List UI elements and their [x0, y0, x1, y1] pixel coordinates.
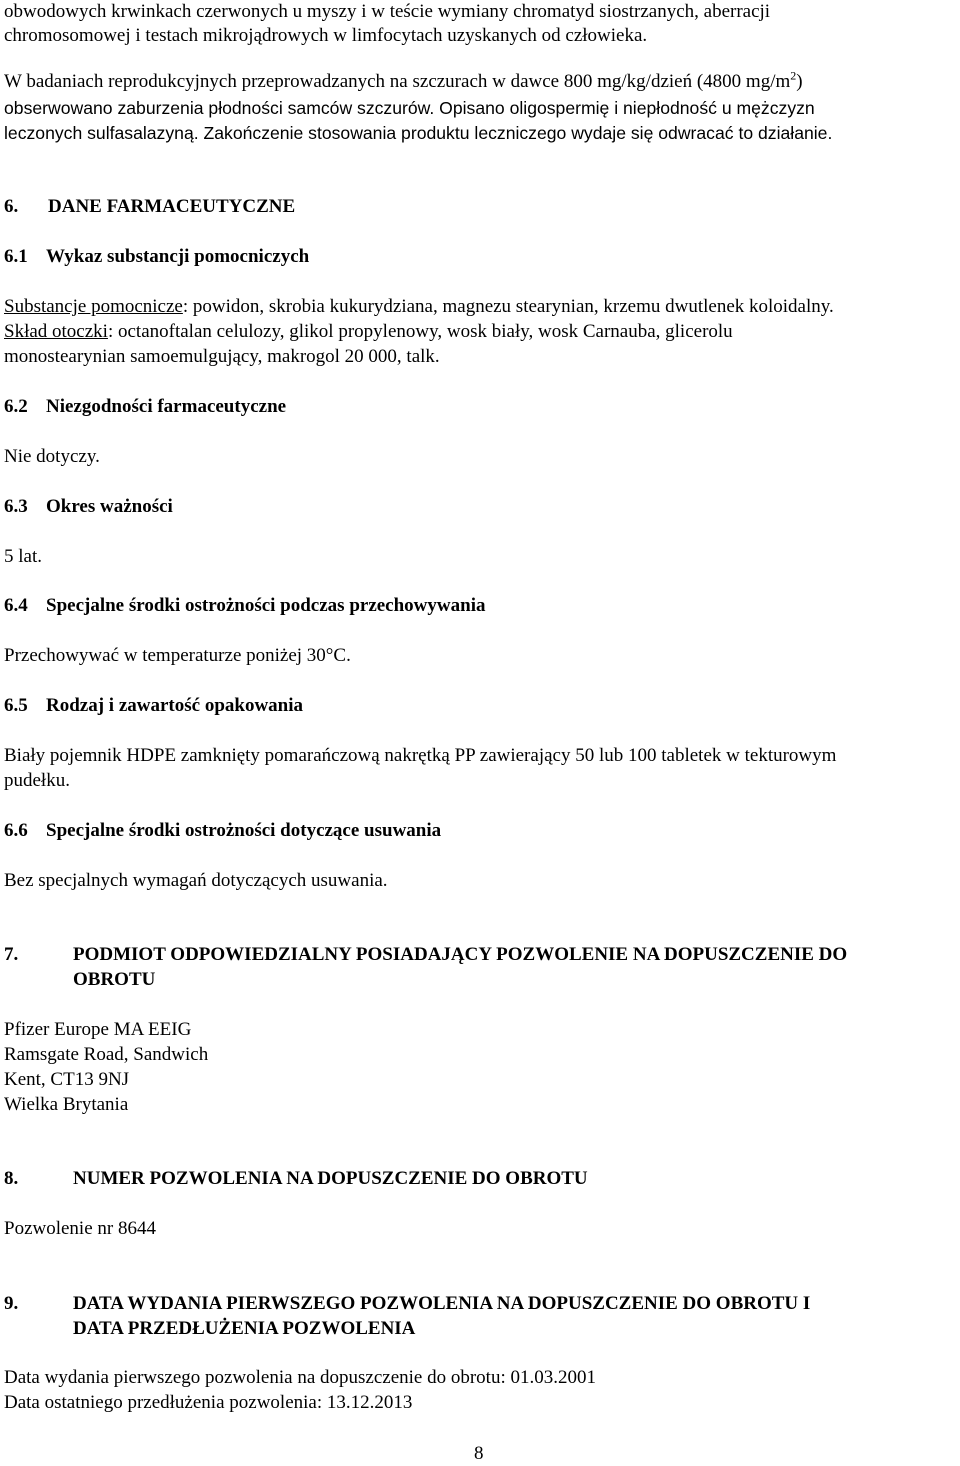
- section-6-1-title: Wykaz substancji pomocniczych: [46, 246, 310, 267]
- excipients-text: : powidon, skrobia kukurydziana, magnezu stearynian, krzemu dwutlenek koloidalny.: [182, 296, 834, 317]
- repro-line-2: obserwowano zaburzenia płodności samców szczurów. Opisano oligospermię i niepłodność u mężczyzn: [4, 98, 815, 118]
- section-8-title: NUMER POZWOLENIA NA DOPUSZCZENIE DO OBROTU: [73, 1168, 588, 1189]
- section-9-title-1: DATA WYDANIA PIERWSZEGO POZWOLENIA NA DOPUSZCZENIE DO OBROTU I: [73, 1293, 811, 1314]
- excipients-line: [4, 295, 834, 319]
- section-6-6-text: Bez specjalnych wymagań dotyczących usuwania.: [4, 870, 388, 891]
- address-line-2: Ramsgate Road, Sandwich: [4, 1044, 209, 1065]
- section-8-number: 8.: [4, 1168, 19, 1189]
- section-6-3-title: Okres ważności: [46, 496, 173, 517]
- section-9-number: 9.: [4, 1293, 19, 1314]
- intro-line-2: chromosomowej i testach mikrojądrowych w limfocytach uzyskanych od człowieka.: [4, 25, 648, 46]
- section-6-1-heading: [4, 245, 309, 269]
- address-line-3: Kent, CT13 9NJ: [4, 1069, 130, 1090]
- page-number: 8: [474, 1443, 484, 1464]
- section-8-text: Pozwolenie nr 8644: [4, 1218, 156, 1239]
- section-6-5-line-1: Biały pojemnik HDPE zamknięty pomarańczową nakrętką PP zawierający 50 lub 100 tabletek w tekturowym: [4, 745, 837, 766]
- coating-text: : octanoftalan celulozy, glikol propylenowy, wosk biały, wosk Carnauba, glicerolu: [107, 321, 733, 342]
- section-6-2-text: Nie dotyczy.: [4, 446, 100, 467]
- section-6-title: DANE FARMACEUTYCZNE: [48, 196, 296, 217]
- section-6-5-number: 6.5: [4, 695, 28, 716]
- section-6-4-text: Przechowywać w temperaturze poniżej 30°C.: [4, 645, 351, 666]
- section-6-4-heading: [4, 594, 485, 618]
- address-line-1: Pfizer Europe MA EEIG: [4, 1019, 192, 1040]
- repro-superscript: 2: [790, 68, 797, 83]
- section-6-6-number: 6.6: [4, 820, 28, 841]
- section-8-heading: [4, 1167, 588, 1191]
- section-6-1-number: 6.1: [4, 246, 28, 267]
- section-7-heading-line-2: OBROTU: [73, 969, 156, 990]
- section-6-6-heading: [4, 819, 441, 843]
- coating-line-1: [4, 320, 733, 344]
- section-9-line-1: Data wydania pierwszego pozwolenia na dopuszczenie do obrotu: 01.03.2001: [4, 1367, 596, 1388]
- section-6-number: 6.: [4, 196, 19, 217]
- section-7-heading-line-1: [4, 943, 847, 967]
- section-6-5-line-2: pudełku.: [4, 770, 70, 791]
- section-9-line-2: Data ostatniego przedłużenia pozwolenia: 13.12.2013: [4, 1392, 413, 1413]
- section-6-2-title: Niezgodności farmaceutyczne: [46, 396, 287, 417]
- section-9-heading-line-1: [4, 1292, 810, 1316]
- section-6-4-number: 6.4: [4, 595, 28, 616]
- section-7-number: 7.: [4, 944, 19, 965]
- section-6-heading: [4, 195, 295, 219]
- section-6-4-title: Specjalne środki ostrożności podczas przechowywania: [46, 595, 486, 616]
- repro-line-1-end: ): [796, 71, 803, 92]
- repro-line-1-text: W badaniach reprodukcyjnych przeprowadzanych na szczurach w dawce 800 mg/kg/dzień (4800 mg/m: [4, 71, 791, 92]
- section-6-6-title: Specjalne środki ostrożności dotyczące usuwania: [46, 820, 442, 841]
- intro-line-1: obwodowych krwinkach czerwonych u myszy i w teście wymiany chromatyd siostrzanych, aberracji: [4, 1, 771, 22]
- section-7-title-1: PODMIOT ODPOWIEDZIALNY POSIADAJĄCY POZWOLENIE NA DOPUSZCZENIE DO: [73, 944, 848, 965]
- coating-label: Skład otoczki: [4, 321, 108, 342]
- repro-line-3: leczonych sulfasalazyną. Zakończenie stosowania produktu leczniczego wydaje się odwracać to działanie.: [4, 123, 833, 143]
- section-6-3-text: 5 lat.: [4, 546, 42, 567]
- section-6-5-heading: [4, 694, 303, 718]
- section-6-3-heading: [4, 495, 173, 519]
- section-6-5-title: Rodzaj i zawartość opakowania: [46, 695, 304, 716]
- repro-line-1: [4, 70, 803, 94]
- section-6-2-heading: [4, 395, 286, 419]
- excipients-label: Substancje pomocnicze: [4, 296, 183, 317]
- section-6-3-number: 6.3: [4, 496, 28, 517]
- coating-line-2: monostearynian samoemulgujący, makrogol 20 000, talk.: [4, 346, 440, 367]
- address-line-4: Wielka Brytania: [4, 1094, 129, 1115]
- section-6-2-number: 6.2: [4, 396, 28, 417]
- section-9-heading-line-2: DATA PRZEDŁUŻENIA POZWOLENIA: [73, 1318, 416, 1339]
